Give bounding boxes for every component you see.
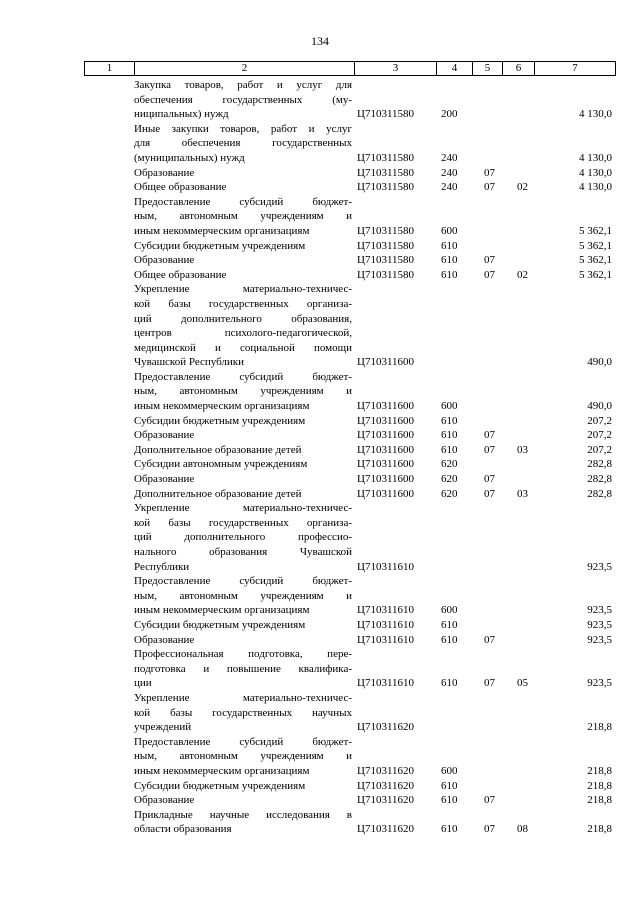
amount: 218,8 <box>587 764 612 777</box>
target-article-code: Ц710311600 <box>357 356 415 369</box>
description-line: ниципальных) нужд <box>134 108 229 121</box>
description-line: (муниципальных) нужд <box>134 151 245 164</box>
target-article-code: Ц710311610 <box>357 677 415 690</box>
description-line: ным, автономным учреждениям и <box>134 385 352 398</box>
description-line: Субсидии бюджетным учреждениям <box>134 618 306 631</box>
target-article-code: Ц710311620 <box>357 779 415 792</box>
description-line: Образование <box>134 794 195 807</box>
subsection-code: 08 <box>517 823 528 836</box>
description-line: Образование <box>134 473 195 486</box>
description-line: Предоставление субсидий бюджет- <box>134 735 352 748</box>
description-line: для обеспечения государственных <box>134 137 352 150</box>
description-line: кой базы государственных организа- <box>134 297 352 310</box>
row-description <box>134 647 352 691</box>
amount: 218,8 <box>587 721 612 734</box>
table-row <box>84 472 616 487</box>
table-row <box>84 268 616 283</box>
description-line: Предоставление субсидий бюджет- <box>134 370 352 383</box>
expense-type-code: 620 <box>441 473 458 486</box>
description-line: области образования <box>134 823 232 836</box>
column-header-6: 6 <box>503 62 535 75</box>
table-row <box>84 122 616 166</box>
subsection-code: 02 <box>517 268 528 281</box>
expense-type-code: 610 <box>441 254 458 267</box>
section-code: 07 <box>484 794 495 807</box>
section-code: 07 <box>484 268 495 281</box>
description-line: Республики <box>134 560 190 573</box>
description-line: Чувашской Республики <box>134 356 245 369</box>
subsection-code: 03 <box>517 487 528 500</box>
row-description <box>134 195 352 239</box>
target-article-code: Ц710311580 <box>357 108 415 121</box>
row-description <box>134 735 352 779</box>
row-description <box>134 166 352 181</box>
target-article-code: Ц710311620 <box>357 823 415 836</box>
amount: 923,5 <box>587 560 612 573</box>
description-line: ным, автономным учреждениям и <box>134 750 352 763</box>
row-description <box>134 282 352 370</box>
expense-type-code: 610 <box>441 239 458 252</box>
amount: 282,8 <box>587 487 612 500</box>
table-row <box>84 574 616 618</box>
target-article-code: Ц710311580 <box>357 166 415 179</box>
table-row <box>84 618 616 633</box>
section-code: 07 <box>484 677 495 690</box>
description-line: иным некоммерческим организациям <box>134 764 310 777</box>
target-article-code: Ц710311600 <box>357 429 415 442</box>
amount: 923,5 <box>587 618 612 631</box>
expense-type-code: 240 <box>441 166 458 179</box>
section-code: 07 <box>484 181 495 194</box>
section-code: 07 <box>484 823 495 836</box>
description-line: подготовка и повышение квалифика- <box>134 662 352 675</box>
target-article-code: Ц710311600 <box>357 487 415 500</box>
row-description <box>134 253 352 268</box>
amount: 282,8 <box>587 473 612 486</box>
amount: 207,2 <box>587 429 612 442</box>
table-row <box>84 414 616 429</box>
column-header-4: 4 <box>437 62 473 75</box>
expense-type-code: 600 <box>441 400 458 413</box>
table-row <box>84 793 616 808</box>
description-line: Субсидии бюджетным учреждениям <box>134 779 306 792</box>
expense-type-code: 600 <box>441 604 458 617</box>
table-row <box>84 180 616 195</box>
page-number: 134 <box>311 34 329 48</box>
subsection-code: 05 <box>517 677 528 690</box>
amount: 4 130,0 <box>579 151 612 164</box>
row-description <box>134 180 352 195</box>
section-code: 07 <box>484 166 495 179</box>
description-line: Общее образование <box>134 268 227 281</box>
column-header-5: 5 <box>473 62 503 75</box>
target-article-code: Ц710311600 <box>357 414 415 427</box>
amount: 923,5 <box>587 633 612 646</box>
table-row <box>84 735 616 779</box>
expense-type-code: 240 <box>441 181 458 194</box>
amount: 5 362,1 <box>579 268 612 281</box>
table-row <box>84 633 616 648</box>
table-header <box>84 61 616 76</box>
table-row <box>84 282 616 370</box>
target-article-code: Ц710311620 <box>357 764 415 777</box>
amount: 4 130,0 <box>579 181 612 194</box>
expense-type-code: 610 <box>441 677 458 690</box>
description-line: Предоставление субсидий бюджет- <box>134 575 352 588</box>
description-line: Предоставление субсидий бюджет- <box>134 195 352 208</box>
table-row <box>84 253 616 268</box>
expense-type-code: 610 <box>441 443 458 456</box>
row-description <box>134 239 352 254</box>
table-row <box>84 239 616 254</box>
expense-type-code: 600 <box>441 224 458 237</box>
description-line: Профессиональная подготовка, пере- <box>134 648 352 661</box>
row-description <box>134 268 352 283</box>
row-description <box>134 501 352 574</box>
target-article-code: Ц710311620 <box>357 721 415 734</box>
amount: 207,2 <box>587 414 612 427</box>
amount: 218,8 <box>587 779 612 792</box>
target-article-code: Ц710311610 <box>357 604 415 617</box>
description-line: Дополнительное образование детей <box>134 487 302 500</box>
description-line: медицинской и социальной помощи <box>134 341 352 354</box>
description-line: кой базы государственных организа- <box>134 516 352 529</box>
subsection-code: 03 <box>517 443 528 456</box>
section-code: 07 <box>484 254 495 267</box>
description-line: Субсидии автономным учреждениям <box>134 458 308 471</box>
target-article-code: Ц710311600 <box>357 473 415 486</box>
row-description <box>134 78 352 122</box>
amount: 923,5 <box>587 677 612 690</box>
expense-type-code: 610 <box>441 779 458 792</box>
amount: 5 362,1 <box>579 254 612 267</box>
amount: 5 362,1 <box>579 224 612 237</box>
table-row <box>84 457 616 472</box>
row-description <box>134 457 352 472</box>
amount: 218,8 <box>587 823 612 836</box>
description-line: ным, автономным учреждениям и <box>134 589 352 602</box>
column-header-2: 2 <box>135 62 355 75</box>
table-row <box>84 195 616 239</box>
row-description <box>134 414 352 429</box>
section-code: 07 <box>484 443 495 456</box>
description-line: Образование <box>134 166 195 179</box>
section-code: 07 <box>484 473 495 486</box>
table-row <box>84 647 616 691</box>
row-description <box>134 779 352 794</box>
column-header-1: 1 <box>85 62 135 75</box>
row-description <box>134 618 352 633</box>
expense-type-code: 610 <box>441 823 458 836</box>
description-line: Образование <box>134 254 195 267</box>
target-article-code: Ц710311600 <box>357 400 415 413</box>
expense-type-code: 610 <box>441 414 458 427</box>
expense-type-code: 610 <box>441 618 458 631</box>
row-description <box>134 472 352 487</box>
table-row <box>84 166 616 181</box>
row-description <box>134 793 352 808</box>
row-description <box>134 574 352 618</box>
description-line: Укрепление материально-техничес- <box>134 502 352 515</box>
table-row <box>84 428 616 443</box>
target-article-code: Ц710311600 <box>357 458 415 471</box>
row-description <box>134 633 352 648</box>
amount: 5 362,1 <box>579 239 612 252</box>
description-line: Образование <box>134 429 195 442</box>
description-line: Закупка товаров, работ и услуг для <box>134 79 352 91</box>
expense-type-code: 600 <box>441 764 458 777</box>
target-article-code: Ц710311580 <box>357 181 415 194</box>
table-row <box>84 370 616 414</box>
amount: 923,5 <box>587 604 612 617</box>
table-body <box>84 78 616 837</box>
description-line: нального образования Чувашской <box>134 546 352 558</box>
amount: 490,0 <box>587 356 612 369</box>
table-row <box>84 779 616 794</box>
description-line: Прикладные научные исследования в <box>134 808 352 821</box>
description-line: Укрепление материально-техничес- <box>134 691 352 704</box>
target-article-code: Ц710311580 <box>357 224 415 237</box>
description-line: Образование <box>134 633 195 646</box>
row-description <box>134 808 352 837</box>
section-code: 07 <box>484 429 495 442</box>
row-description <box>134 443 352 458</box>
expense-type-code: 610 <box>441 429 458 442</box>
target-article-code: Ц710311580 <box>357 151 415 164</box>
description-line: иным некоммерческим организациям <box>134 224 310 237</box>
target-article-code: Ц710311610 <box>357 618 415 631</box>
expense-type-code: 610 <box>441 633 458 646</box>
amount: 490,0 <box>587 400 612 413</box>
target-article-code: Ц710311600 <box>357 443 415 456</box>
expense-type-code: 620 <box>441 487 458 500</box>
description-line: ций дополнительного образования, <box>134 312 352 325</box>
target-article-code: Ц710311610 <box>357 633 415 646</box>
expense-type-code: 610 <box>441 794 458 807</box>
row-description <box>134 122 352 166</box>
section-code: 07 <box>484 633 495 646</box>
description-line: ции <box>134 677 152 690</box>
target-article-code: Ц710311610 <box>357 560 415 573</box>
table-row <box>84 487 616 502</box>
target-article-code: Ц710311580 <box>357 268 415 281</box>
description-line: Укрепление материально-техничес- <box>134 283 352 296</box>
table-row <box>84 691 616 735</box>
expense-type-code: 200 <box>441 108 458 121</box>
amount: 218,8 <box>587 794 612 807</box>
target-article-code: Ц710311620 <box>357 794 415 807</box>
table-row <box>84 808 616 837</box>
subsection-code: 02 <box>517 181 528 194</box>
description-line: Субсидии бюджетным учреждениям <box>134 414 306 427</box>
expense-type-code: 240 <box>441 151 458 164</box>
description-line: Субсидии бюджетным учреждениям <box>134 239 306 252</box>
expense-type-code: 610 <box>441 268 458 281</box>
amount: 4 130,0 <box>579 108 612 121</box>
table-row <box>84 501 616 574</box>
description-line: Общее образование <box>134 181 227 194</box>
target-article-code: Ц710311580 <box>357 239 415 252</box>
description-line: ций дополнительного профессио- <box>134 531 352 544</box>
description-line: иным некоммерческим организациям <box>134 604 310 617</box>
description-line: Иные закупки товаров, работ и услуг <box>134 122 352 135</box>
description-line: центров психолого-педагогической, <box>134 327 352 340</box>
section-code: 07 <box>484 487 495 500</box>
description-line: Дополнительное образование детей <box>134 443 302 456</box>
expense-type-code: 620 <box>441 458 458 471</box>
row-description <box>134 487 352 502</box>
table-row <box>84 78 616 122</box>
description-line: кой базы государственных научных <box>134 706 352 719</box>
amount: 207,2 <box>587 443 612 456</box>
column-header-3: 3 <box>355 62 437 75</box>
row-description <box>134 428 352 443</box>
column-header-7: 7 <box>572 62 578 74</box>
table-row <box>84 443 616 458</box>
description-line: иным некоммерческим организациям <box>134 400 310 413</box>
row-description <box>134 691 352 735</box>
description-line: обеспечения государственных (му- <box>134 93 352 106</box>
target-article-code: Ц710311580 <box>357 254 415 267</box>
amount: 282,8 <box>587 458 612 471</box>
amount: 4 130,0 <box>579 166 612 179</box>
description-line: учреждений <box>134 721 192 734</box>
row-description <box>134 370 352 414</box>
description-line: ным, автономным учреждениям и <box>134 210 352 223</box>
